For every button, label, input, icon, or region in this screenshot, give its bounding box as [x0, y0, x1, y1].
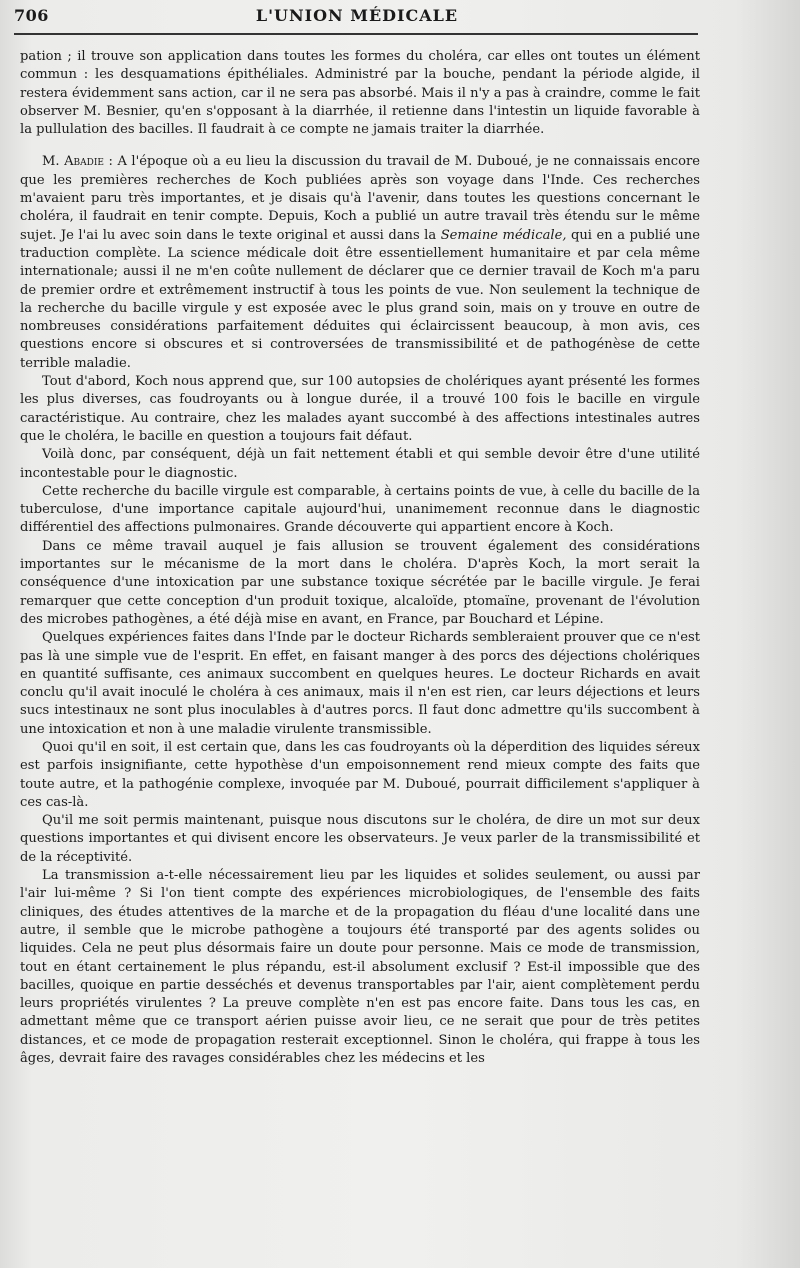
speaker-name: Abadie — [64, 154, 105, 170]
paragraph-4: Voilà donc, par conséquent, déjà un fait nettement établi et qui semble devoir être d'une utilité incontestable pour le diagnostic. — [20, 447, 700, 481]
paragraph-2 — [20, 153, 700, 373]
page-number: 706 — [14, 6, 49, 25]
paragraph-3: Tout d'abord, Koch nous apprend que, sur 100 autopsies de cholériques ayant présenté les formes les plus diverses, cas foudroyants ou à longue durée, il a trouvé 100 fois le bacille en virgule caractéristique. Au contraire, chez les malades ayant succombé à des affections intestinales autres que le choléra, le bacille en question a toujours fait défaut. — [20, 374, 700, 444]
journal-title: Semaine médicale, — [440, 227, 567, 243]
paragraph-1: pation ; il trouve son application dans toutes les formes du choléra, car elles ont toutes un élément commun : les desquamations épithéliales. Administré par la bouche, pendant la période algide, il restera évidemment sans action, car il ne sera pas absorbé. Mais il n'y a pas à craindre, comme le fait observer M. Besnier, qu'en s'opposant à la diarrhée, il retienne dans l'intestin un liquide favorable à la pullulation des bacilles. Il faudrait à ce compte ne jamais traiter la diarrhée. — [20, 49, 700, 138]
article-body — [20, 48, 700, 1068]
paragraph-10: La transmission a-t-elle nécessairement lieu par les liquides et solides seulement, ou aussi par l'air lui-même ? Si l'on tient compte des expériences microbiologiques, de l'ensemble des faits cliniques, des études attentives de la marche et de la propagation du fléau d'une localité dans une autre, il semble que le microbe pathogène a toujours été transporté par des agents solides ou liquides. Cela ne peut plus désormais faire un doute pour personne. Mais ce mode de transmission, tout en étant certainement le plus répandu, est-il absolument exclusif ? Est-il impossible que des bacilles, quoique en partie desséchés et devenus transportables par l'air, aient complètement perdu leurs propriétés virulentes ? La preuve complète n'en est pas encore faite. Dans tous les cas, en admettant même que ce transport aérien puisse avoir lieu, ce ne serait que pour de très petites distances, et ce mode de propagation resterait exceptionnel. Sinon le choléra, qui frappe à tous les âges, devrait faire des ravages considérables chez les médecins et les — [20, 868, 700, 1067]
paragraph-9: Qu'il me soit permis maintenant, puisque nous discutons sur le choléra, de dire un mot sur deux questions importantes et qui divisent encore les observateurs. Je veux parler de la transmissibilité et de la réceptivité. — [20, 813, 700, 865]
paragraph-7: Quelques expériences faites dans l'Inde par le docteur Richards sembleraient prouver que ce n'est pas là une simple vue de l'esprit. En effet, en faisant manger à des porcs des déjections cholériques en quantité suffisante, ces animaux succombent en quelques heures. Le docteur Richards en avait conclu qu'il avait inoculé le choléra à ces animaux, mais il n'en est rien, car leurs déjections et leurs sucs intestinaux ne sont plus inoculables à d'autres porcs. Il faut donc admettre qu'ils succombent à une intoxication et non à une maladie virulente transmissible. — [20, 630, 700, 737]
speaker-prefix: M. — [42, 154, 65, 170]
paragraph-8: Quoi qu'il en soit, il est certain que, dans les cas foudroyants où la déperdition des liquides séreux est parfois insignifiante, cette hypothèse d'un empoisonnement rend mieux compte des faits que toute autre, et la pathogénie complexe, invoquée par M. Duboué, pourrait difficilement s'appliquer à ces cas-là. — [20, 739, 700, 810]
paragraph-6: Dans ce même travail auquel je fais allusion se trouvent également des considérations importantes sur le mécanisme de la mort dans le choléra. D'après Koch, la mort serait la conséquence d'une intoxication par une substance toxique sécrétée par le bacille virgule. Je ferai remarquer que cette conception d'un produit toxique, alcaloïde, ptomaïne, provenant de l'évolution des microbes pathogènes, a été déjà mise en avant, en France, par Bouchard et Lépine. — [20, 538, 700, 627]
header-rule — [14, 33, 698, 35]
paragraph-2-text-before: : A l'époque où a eu lieu la discussion du travail de M. Duboué, je ne connaissais encore que les premières recherches de Koch publiées après son voyage dans l'Inde. Ces recherches m'avaient paru très importantes, et je disais qu'à l'avenir, dans toutes les questions concernant le choléra, il faudrait en tenir compte. Depuis, Koch a publié un autre travail très étendu sur le même sujet. Je l'ai lu avec soin dans le texte original et aussi dans la — [20, 154, 700, 243]
paragraph-5: Cette recherche du bacille virgule est comparable, à certains points de vue, à celle du bacille de la tuberculose, d'une importance capitale aujourd'hui, unanimement reconnue dans le diagnostic différentiel des affections pulmonaires. Grande découverte qui appartient encore à Koch. — [20, 483, 700, 536]
running-title: L'UNION MÉDICALE — [255, 6, 459, 25]
page-header — [14, 4, 700, 28]
paragraph-2-text-after: qui en a publié une traduction complète. La science médicale doit être essentiellement humanitaire et par cela même internationale; aussi il ne m'en coûte nullement de déclarer que ce dernier travail de Koch m'a paru de premier ordre et extrêmement instructif à tous les points de vue. Non seulement la technique de la recherche du bacille virgule y est exposée avec le plus grand soin, mais on y trouve en outre de nombreuses considérations parfaitement déduites qui éclaircissent beaucoup, à mon avis, ces questions encore si obscures et si controversées de transmissibilité et de pathogénèse de cette terrible maladie. — [20, 227, 700, 371]
